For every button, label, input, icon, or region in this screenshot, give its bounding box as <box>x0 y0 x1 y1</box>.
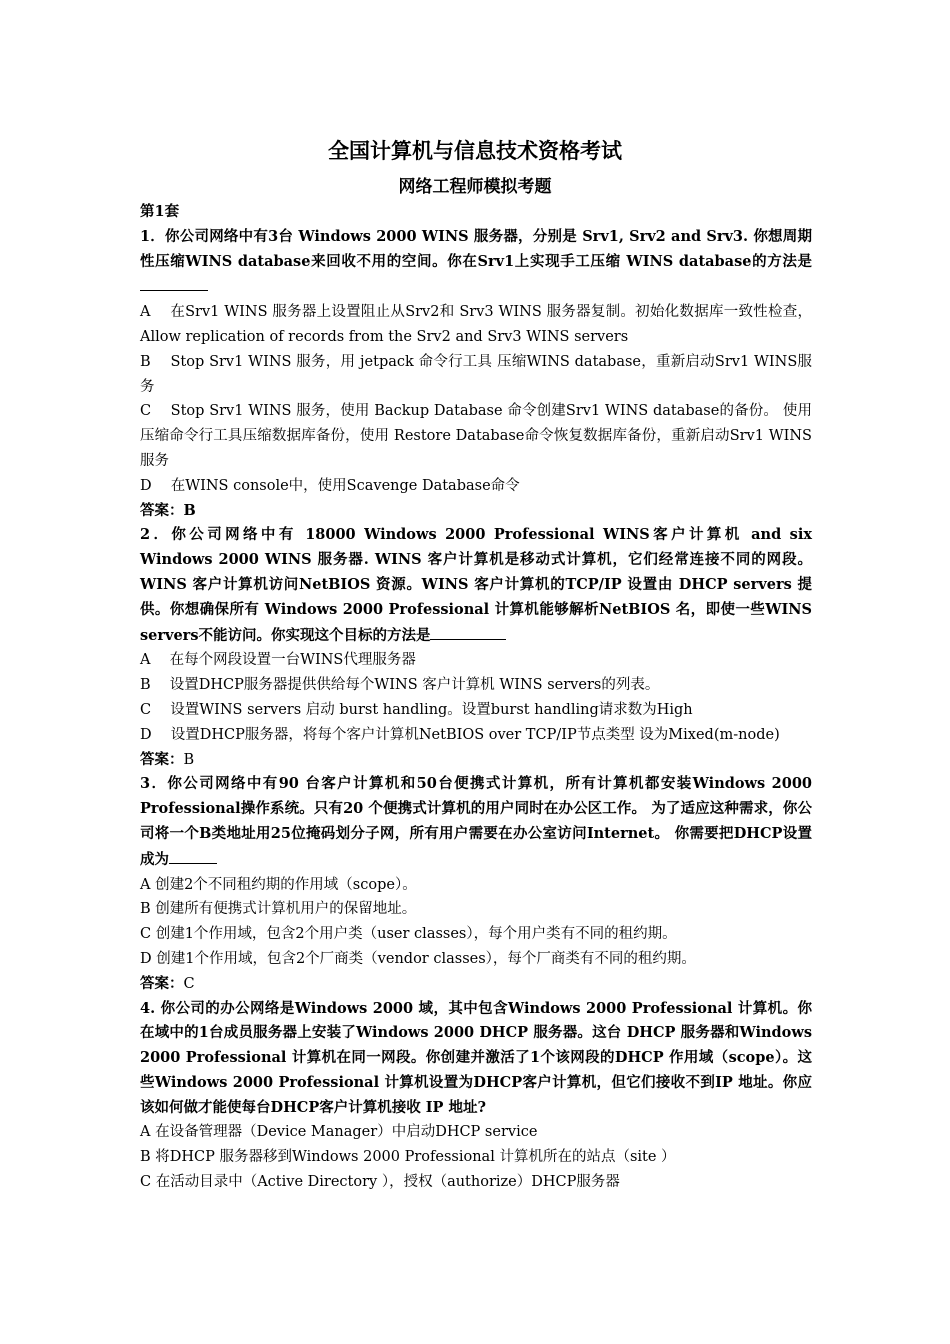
question-stem: 2．你公司网络中有 18000 Windows 2000 Professional WINS客户计算机 and six Windows 2000 WINS 服务器. WINS 客户计算机是移动式计算机，它们经常连接不同的网段。WINS 客户计算机访问NetBIOS 资源。WINS 客户计算机的TCP/IP 设置由 DHCP servers 提供。你想确保所有 Windows 2000 Professional 计算机能够解析NetBIOS 名，即使一些WINS servers不能访问。你实现这个目标的方法是 <box>140 526 812 644</box>
option-a: A 在设备管理器（Device Manager）中启动DHCP service <box>140 1124 538 1141</box>
option-c: C Stop Srv1 WINS 服务，使用 Backup Database 命令创建Srv1 WINS database的备份。 使用压缩命令行工具压缩数据库备份，使用 Restore Database命令恢复数据库备份，重新启动Srv1 WINS服务 <box>140 403 812 469</box>
option-b: B 设置DHCP服务器提供供给每个WINS 客户计算机 WINS servers的列表。 <box>140 677 660 694</box>
option-a: A 创建2个不同租约期的作用域（scope）。 <box>140 876 417 893</box>
question-stem: 3．你公司网络中有90 台客户计算机和50台便携式计算机，所有计算机都安装Windows 2000 Professional操作系统。只有20 个便携式计算机的用户同时在办公区工作。 为了适应这种需求，你公司将一个B类地址用25位掩码划分子网，所有用户需要在办公室访问Internet。 你需要把DHCP设置成为 <box>140 775 812 868</box>
document-subtitle: 网络工程师模拟考题 <box>398 177 552 197</box>
option-b: B 将DHCP 服务器移到Windows 2000 Professional 计算机所在的站点（site ） <box>140 1149 676 1166</box>
answer-line: 答案：B <box>140 750 195 768</box>
answer-blank <box>169 847 217 864</box>
answer-line: 答案：B <box>140 501 196 519</box>
option-b: B Stop Srv1 WINS 服务，用 jetpack 命令行工具 压缩WINS database，重新启动Srv1 WINS服务 <box>140 353 812 395</box>
answer-value: C <box>183 975 195 992</box>
option-d: D 创建1个作用域，包含2个厂商类（vendor classes），每个厂商类有不同的租约期。 <box>140 950 696 967</box>
document-body <box>140 200 812 1195</box>
option-c: C 设置WINS servers 启动 burst handling。设置burst handling请求数为High <box>140 701 693 718</box>
option-b: B 创建所有便携式计算机用户的保留地址。 <box>140 901 417 918</box>
option-c: C 在活动目录中（Active Directory ），授权（authorize）DHCP服务器 <box>140 1174 620 1191</box>
answer-line: 答案：C <box>140 974 195 992</box>
answer-blank <box>140 274 208 291</box>
option-c: C 创建1个作用域，包含2个用户类（user classes），每个用户类有不同的租约期。 <box>140 926 677 943</box>
question-stem: 4. 你公司的办公网络是Windows 2000 域，其中包含Windows 2000 Professional 计算机。你在域中的1台成员服务器上安装了Windows 2000 DHCP 服务器。这台 DHCP 服务器和Windows 2000 Professional 计算机在同一网段。你创建并激活了1个该网段的DHCP 作用域（scope）。这些Windows 2000 Professional 计算机设置为DHCP客户计算机，但它们接收不到IP 地址。你应该如何做才能使每台DHCP客户计算机接收 IP 地址? <box>140 999 812 1116</box>
answer-value: B <box>183 501 196 519</box>
option-a: A 在Srv1 WINS 服务器上设置阻止从Srv2和 Srv3 WINS 服务器复制。初始化数据库一致性检查，Allow replication of records from the Srv2 and Srv3 WINS servers <box>140 304 812 345</box>
option-d: D 在WINS console中，使用Scavenge Database命令 <box>140 477 520 494</box>
document-title: 全国计算机与信息技术资格考试 <box>328 138 622 163</box>
question-1 <box>140 225 812 524</box>
answer-value: B <box>183 751 195 768</box>
set-label: 第1套 <box>140 203 180 220</box>
question-3 <box>140 772 812 996</box>
answer-blank <box>430 623 506 640</box>
question-2 <box>140 523 812 772</box>
option-a: A 在每个网段设置一台WINS代理服务器 <box>140 652 416 669</box>
option-d: D 设置DHCP服务器，将每个客户计算机NetBIOS over TCP/IP节点类型 设为Mixed(m-node) <box>140 726 780 743</box>
question-4 <box>140 997 812 1195</box>
question-stem: 1．你公司网络中有3台 Windows 2000 WINS 服务器，分别是 Srv1, Srv2 and Srv3. 你想周期性压缩WINS database来回收不用的空间。你在Srv1上实现手工压缩 WINS database的方法是 <box>140 225 812 300</box>
